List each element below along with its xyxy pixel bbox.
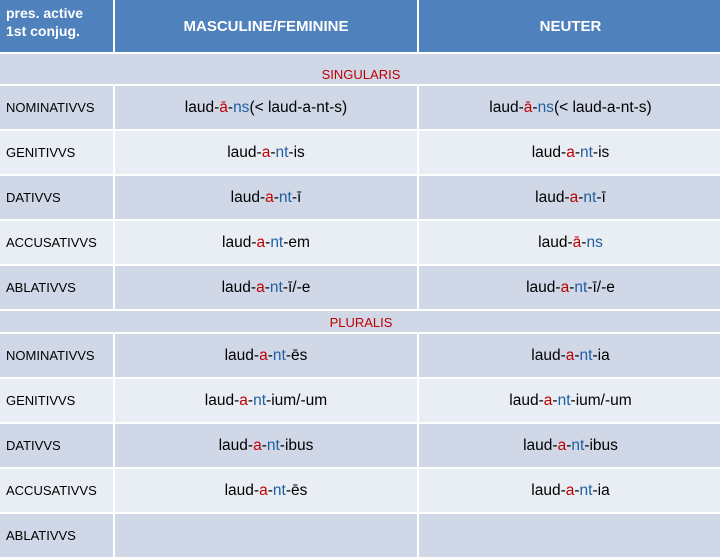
form-neuter: laud - a - nt - ibus bbox=[419, 424, 720, 467]
section-banner-pluralis: PLURALIS bbox=[0, 311, 720, 332]
form-masc-fem: laud - a - nt - ī bbox=[115, 176, 417, 219]
form-masc-fem: laud - a - nt - ium/ - um bbox=[115, 379, 417, 422]
case-label: GENITIVVS bbox=[0, 131, 113, 174]
case-label: NOMINATIVVS bbox=[0, 334, 113, 377]
form-masc-fem bbox=[115, 514, 417, 557]
section-banner-singularis: SINGULARIS bbox=[0, 54, 720, 84]
column-header-neuter: NEUTER bbox=[419, 0, 720, 52]
form-neuter: laud - a - nt - ium/ - um bbox=[419, 379, 720, 422]
form-neuter: laud - a - nt - ī/ - e bbox=[419, 266, 720, 309]
form-neuter: laud - a - nt - ia bbox=[419, 469, 720, 512]
column-header-masc-fem: MASCULINE/FEMININE bbox=[115, 0, 417, 52]
form-masc-fem: laud - a - nt - ī/ - e bbox=[115, 266, 417, 309]
case-label: GENITIVVS bbox=[0, 379, 113, 422]
case-label: DATIVVS bbox=[0, 424, 113, 467]
case-label: NOMINATIVVS bbox=[0, 86, 113, 129]
form-masc-fem: laud - a - nt - ēs bbox=[115, 334, 417, 377]
case-label: DATIVVS bbox=[0, 176, 113, 219]
form-neuter: laud - a - nt - ia bbox=[419, 334, 720, 377]
case-label: ACCUSATIVVS bbox=[0, 221, 113, 264]
form-neuter: laud - a - nt - ī bbox=[419, 176, 720, 219]
case-label: ABLATIVVS bbox=[0, 266, 113, 309]
form-masc-fem: laud - a - nt - is bbox=[115, 131, 417, 174]
form-masc-fem: laud - a - nt - em bbox=[115, 221, 417, 264]
form-masc-fem: laud - a - nt - ēs bbox=[115, 469, 417, 512]
case-label: ACCUSATIVVS bbox=[0, 469, 113, 512]
form-masc-fem: laud - a - nt - ibus bbox=[115, 424, 417, 467]
form-neuter: laud - a - nt - is bbox=[419, 131, 720, 174]
form-neuter: laud - ā - ns (< laud-a-nt-s) bbox=[419, 86, 720, 129]
table-corner-title: pres. active 1st conjug. bbox=[0, 0, 113, 52]
form-masc-fem: laud - ā - ns (< laud-a-nt-s) bbox=[115, 86, 417, 129]
form-neuter: laud - ā - ns bbox=[419, 221, 720, 264]
case-label: ABLATIVVS bbox=[0, 514, 113, 557]
form-neuter bbox=[419, 514, 720, 557]
